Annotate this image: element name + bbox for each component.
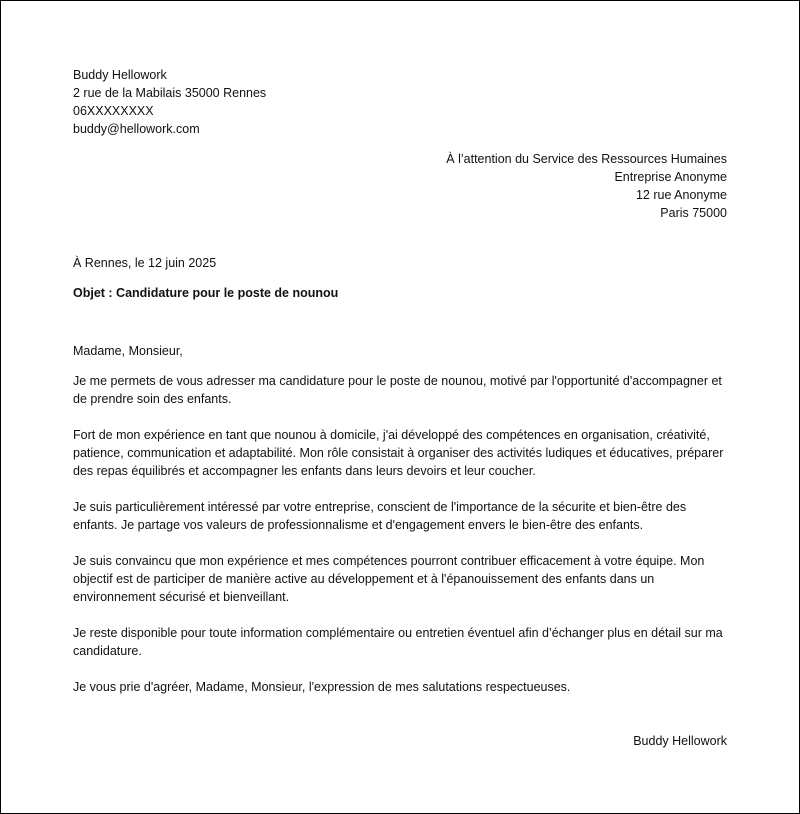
signature: Buddy Hellowork xyxy=(633,734,727,748)
closing-paragraph: Je vous prie d'agréer, Madame, Monsieur, l'expression de mes salutations respectueuses. xyxy=(73,680,571,694)
body-paragraph: Je me permets de vous adresser ma candidature pour le poste de nounou, motivé par l'opportunité d'accompagner et de prendre soin des enfants. xyxy=(73,374,722,406)
sender-block xyxy=(73,66,266,138)
body-paragraph: Je suis particulièrement intéressé par votre entreprise, conscient de l'importance de la sécurite et bien-être des enfants. Je partage vos valeurs de professionnalisme et d'engagement envers le bien-être des enfants. xyxy=(73,500,687,532)
recipient-street: 12 rue Anonyme xyxy=(635,188,727,202)
recipient-company: Entreprise Anonyme xyxy=(614,170,727,184)
recipient-attention: À l’attention du Service des Ressources Humaines xyxy=(446,152,727,166)
body-paragraph: Je reste disponible pour toute information complémentaire ou entretien éventuel afin d’échanger plus en détail sur ma candidature. xyxy=(73,626,723,658)
sender-address: 2 rue de la Mabilais 35000 Rennes xyxy=(73,86,267,100)
subject-line: Objet : Candidature pour le poste de nounou xyxy=(73,286,339,300)
body-paragraph: Je suis convaincu que mon expérience et mes compétences pourront contribuer efficacement à votre équipe. Mon objectif est de participer de manière active au développement et à l'épanouissement des enfants dans un environnement sécurisé et bienveillant. xyxy=(73,554,705,604)
sender-phone: 06XXXXXXXX xyxy=(73,104,154,118)
recipient-block xyxy=(446,150,727,222)
salutation: Madame, Monsieur, xyxy=(73,344,183,358)
body-paragraph: Fort de mon expérience en tant que nounou à domicile, j'ai développé des compétences en organisation, créativité, patience, communication et adaptabilité. Mon rôle consistait à organiser des activités ludiques et éducatives, préparer des repas équilibrés et accompagner les enfants dans leurs devoirs et leur coucher. xyxy=(73,428,724,478)
sender-name: Buddy Hellowork xyxy=(73,68,167,82)
date-line: À Rennes, le 12 juin 2025 xyxy=(73,256,217,270)
sender-email: buddy@hellowork.com xyxy=(73,122,200,136)
letter-body xyxy=(73,372,729,714)
recipient-city: Paris 75000 xyxy=(660,206,727,220)
